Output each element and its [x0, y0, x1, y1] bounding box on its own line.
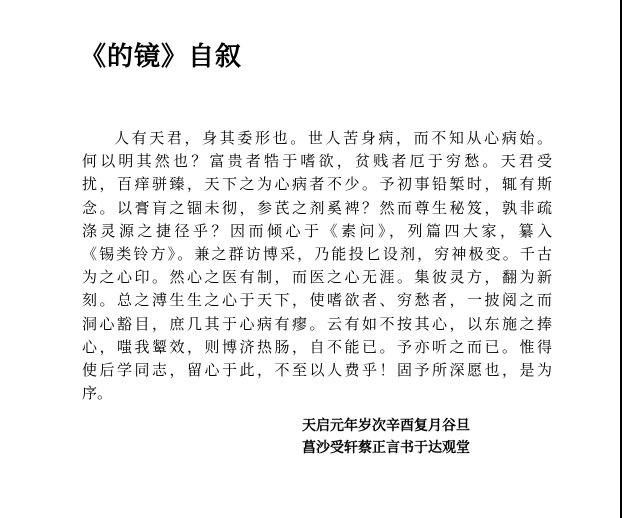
body-line: 人有天君，身其委形也。世人苦身病，而不知从心病始。: [114, 129, 552, 147]
page-edge-rule: [620, 0, 622, 518]
body-line: 心，嗤我颦效，则博济热肠，自不能已。予亦听之而已。惟得: [82, 337, 552, 356]
signature-author: 菖沙受轩蔡正言书于达观堂: [302, 440, 470, 456]
preface-body: [82, 127, 552, 405]
body-line: 念。以膏肓之锢未彻，参芪之剂奚裨？然而尊生秘笈，孰非疏: [82, 198, 552, 217]
body-line: 为之心印。然心之医有制，而医之心无涯。集彼灵方，翻为新: [82, 268, 552, 287]
document-title: 《的镜》自叙: [80, 42, 243, 72]
body-line: 洞心豁目，庶几其于心病有瘳。云有如不按其心，以东施之捧: [82, 314, 552, 333]
body-line: 序。: [82, 384, 113, 403]
body-line: 扰，百痒骈臻，天下之为心病者不少。予初事铅椠时，辄有斯: [82, 175, 552, 194]
signature-block: [302, 415, 470, 459]
body-line: 《锡类铃方》。兼之群访博采，乃能投匕设剂，穷神极变。千古: [82, 244, 552, 263]
body-line: 刻。总之溥生生之心于天下，使嗜欲者、穷愁者，一披阅之而: [82, 291, 552, 310]
body-line: 何以明其然也？富贵者牿于嗜欲，贫贱者厄于穷愁。天君受: [82, 152, 552, 171]
body-line: 使后学同志，留心于此，不至以人费乎！固予所深愿也，是为: [82, 360, 552, 379]
body-line: 涤灵源之捷径乎？因而倾心于《素问》，列篇四大家，纂入: [82, 221, 552, 240]
signature-date: 天启元年岁次辛酉复月谷旦: [302, 418, 470, 434]
